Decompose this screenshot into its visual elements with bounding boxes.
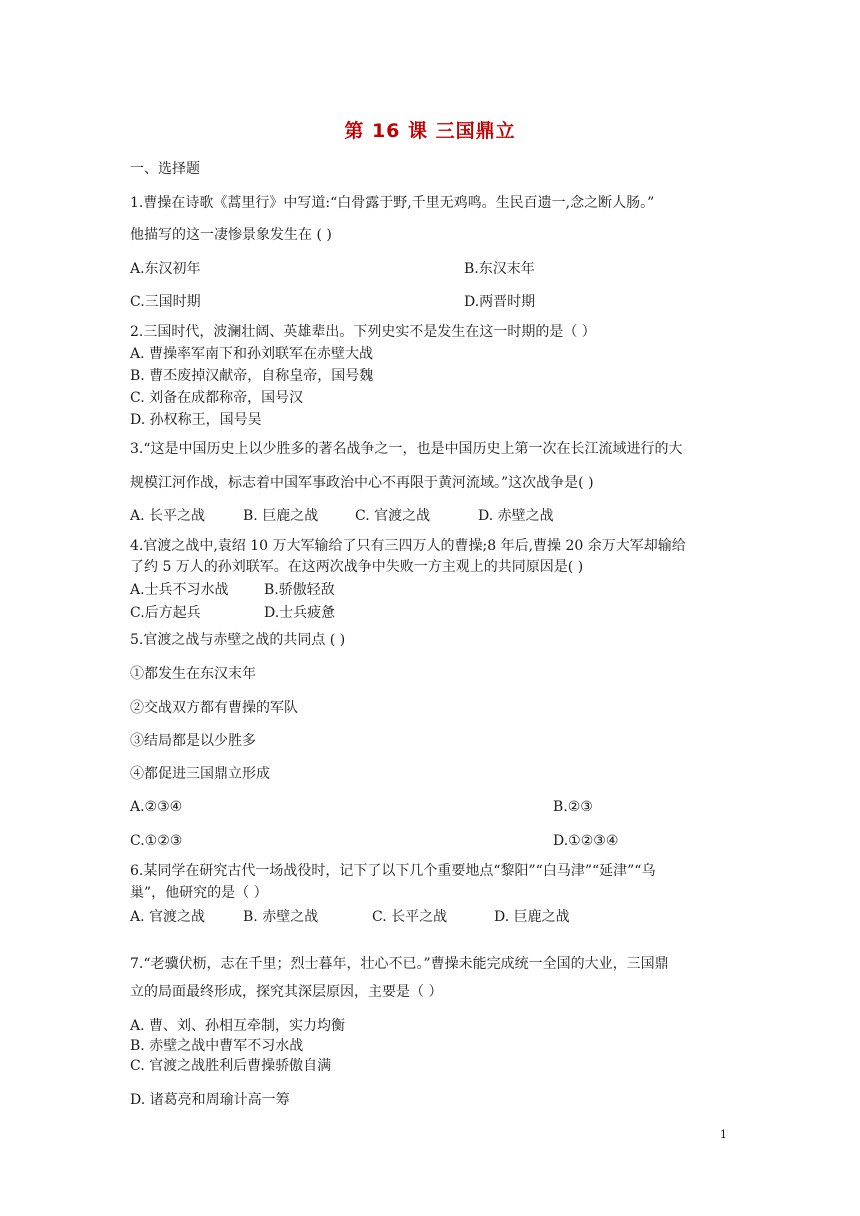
q3-stem-line1: 3.“这是中国历史上以少胜多的著名战争之一，也是中国历史上第一次在长江流域进行的大 — [130, 441, 683, 457]
q1-stem-line2: 他描写的这一凄惨景象发生在 ( ) — [130, 227, 332, 243]
page-title: 第 16 课 三国鼎立 — [344, 120, 516, 142]
q5-statement-4: ④都促进三国鼎立形成 — [130, 766, 270, 782]
q5-stem: 5.官渡之战与赤壁之战的共同点 ( ) — [130, 632, 346, 648]
q5-statement-2: ②交战双方都有曹操的军队 — [130, 700, 298, 716]
q2-option-a: A. 曹操率军南下和孙刘联军在赤壁大战 — [130, 346, 374, 362]
section-heading: 一、选择题 — [130, 161, 200, 177]
q2-option-d: D. 孙权称王，国号吴 — [130, 412, 262, 428]
page-number: 1 — [720, 1128, 727, 1141]
q6-stem-line2: 巢”，他研究的是（ ） — [130, 885, 268, 901]
q7-option-a: A. 曹、刘、孙相互牵制，实力均衡 — [130, 1018, 346, 1034]
q2-stem: 2.三国时代，波澜壮阔、英雄辈出。下列史实不是发生在这一时期的是（ ） — [130, 324, 596, 340]
q3-option-d: D. 赤壁之战 — [478, 508, 554, 524]
q2-option-b: B. 曹丕废掉汉献帝，自称皇帝，国号魏 — [130, 368, 374, 384]
q1-option-c: C.三国时期 — [130, 294, 201, 310]
q5-option-d: D.①②③④ — [553, 833, 619, 849]
q6-option-d: D. 巨鹿之战 — [494, 909, 570, 925]
q5-statement-3: ③结局都是以少胜多 — [130, 733, 256, 749]
q6-option-c: C. 长平之战 — [372, 909, 448, 925]
q6-stem-line1: 6.某同学在研究古代一场战役时，记下了以下几个重要地点“黎阳”“白马津”“延津”“乌 — [130, 863, 656, 879]
q4-option-d: D.士兵疲惫 — [264, 605, 336, 621]
q7-option-d: D. 诸葛亮和周瑜计高一筹 — [130, 1092, 290, 1108]
q5-option-b: B.②③ — [553, 799, 593, 815]
q3-stem-line2: 规模江河作战，标志着中国军事政治中心不再限于黄河流域。”这次战争是( ) — [130, 475, 594, 491]
q1-option-d: D.两晋时期 — [464, 294, 536, 310]
q7-stem-line1: 7.“老骥伏枥，志在千里；烈士暮年，壮心不已。”曹操未能完成统一全国的大业，三国鼎 — [130, 956, 669, 972]
q6-option-b: B. 赤壁之战 — [243, 909, 319, 925]
q4-option-b: B.骄傲轻敌 — [264, 582, 335, 598]
q4-stem-line2: 了约 5 万人的孙刘联军。在这两次战争中失败一方主观上的共同原因是( ) — [130, 559, 584, 575]
q4-option-a: A.士兵不习水战 — [130, 582, 229, 598]
q1-option-a: A.东汉初年 — [130, 261, 201, 277]
q4-option-c: C.后方起兵 — [130, 605, 201, 621]
q3-option-b: B. 巨鹿之战 — [243, 508, 319, 524]
q2-option-c: C. 刘备在成都称帝，国号汉 — [130, 390, 304, 406]
q5-option-c: C.①②③ — [130, 833, 183, 849]
q7-stem-line2: 立的局面最终形成，探究其深层原因，主要是（ ） — [130, 984, 443, 1000]
q5-statement-1: ①都发生在东汉末年 — [130, 666, 256, 682]
q1-stem-line1: 1.曹操在诗歌《蒿里行》中写道:“白骨露于野,千里无鸡鸣。生民百遗一,念之断人肠。” — [130, 195, 655, 211]
q3-option-c: C. 官渡之战 — [355, 508, 431, 524]
q3-option-a: A. 长平之战 — [130, 508, 206, 524]
q1-option-b: B.东汉末年 — [464, 261, 535, 277]
q5-option-a: A.②③④ — [130, 799, 183, 815]
q6-option-a: A. 官渡之战 — [130, 909, 206, 925]
q7-option-c: C. 官渡之战胜利后曹操骄傲自满 — [130, 1058, 332, 1074]
q7-option-b: B. 赤壁之战中曹军不习水战 — [130, 1038, 304, 1054]
q4-stem-line1: 4.官渡之战中,袁绍 10 万大军输给了只有三四万人的曹操;8 年后,曹操 20 余万大军却输给 — [130, 538, 686, 554]
